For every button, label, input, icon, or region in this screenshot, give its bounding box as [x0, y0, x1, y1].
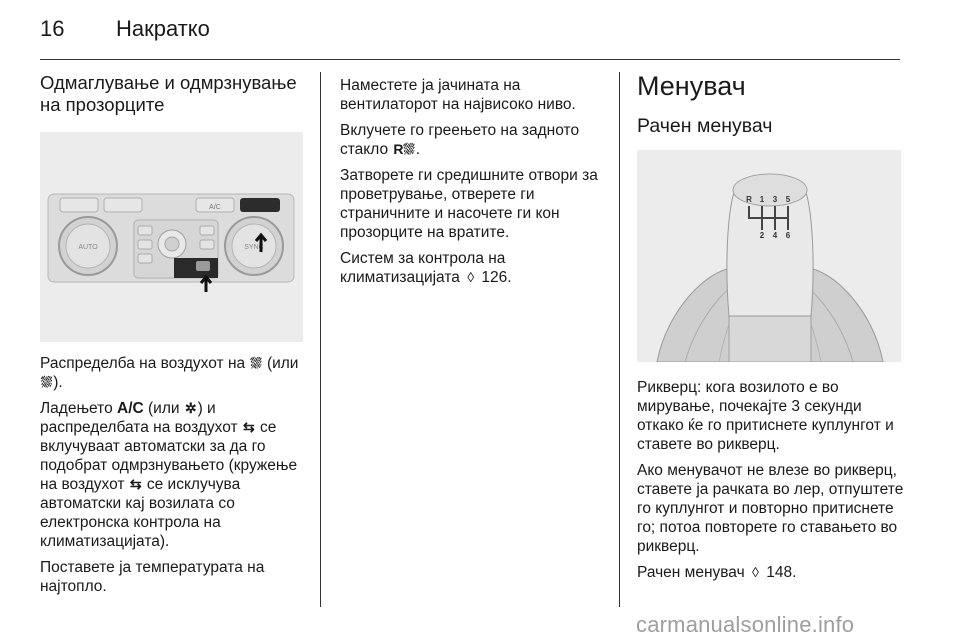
column-ventilation	[340, 70, 602, 294]
snowflake-icon: ✲	[184, 400, 197, 416]
paragraph-air-distribution: Распределба на воздухот на ⛆ (или ⛆).	[40, 355, 299, 391]
page-reference-icon: ◊	[467, 269, 475, 285]
column-divider-2	[619, 72, 620, 607]
gear-label-r: R	[746, 195, 752, 204]
paragraph-rear-heat: Вклучете го греењето на задното стакло R⛆.	[340, 122, 580, 158]
section-title-transmission: Менувач	[637, 71, 746, 101]
gear-label-2: 2	[759, 231, 765, 240]
column-divider-1	[320, 72, 321, 607]
paragraph-climate-ref: Систем за контрола на климатизацијата ◊ 126.	[340, 250, 512, 286]
paragraph-cooling: Ладењето A/C (или ✲) и распределбата на воздухот ⇆ се вклучуваат автоматски за да го подобрат одмрзнувањето (кружење на воздухот ⇆ се исклучува автоматски кај возилата со електронска контрола на климатизацијата).	[40, 400, 298, 550]
column-transmission	[637, 70, 905, 589]
rear-window-heat-icon: R⛆	[393, 141, 415, 157]
page-reference-icon: ◊	[751, 564, 759, 580]
header-rule	[40, 59, 900, 60]
svg-text:A/C: A/C	[209, 204, 221, 211]
gear-label-4: 4	[772, 231, 778, 240]
svg-text:AUTO: AUTO	[78, 244, 98, 251]
svg-text:SYNC: SYNC	[244, 244, 264, 251]
gear-label-1: 1	[759, 195, 765, 204]
page-header	[40, 16, 210, 46]
paragraph-manual-ref: Рачен менувач ◊ 148.	[637, 564, 797, 581]
windshield-icon: ⛆	[250, 355, 262, 371]
column-defrost	[40, 70, 306, 603]
recirculation-icon: ⇆	[129, 476, 142, 492]
paragraph-vents: Затворете ги средишните отвори за проветрување, отверете ги страничните и насочете ги кон прозорците на вратите.	[340, 167, 598, 241]
gear-label-6: 6	[785, 231, 791, 240]
gear-label-3: 3	[772, 195, 778, 204]
subsection-title-manual: Рачен менувач	[637, 115, 773, 137]
gear-label-5: 5	[785, 195, 791, 204]
paragraph-reverse-retry: Ако менувачот не влезе во рикверц, ставете ја рачката во лер, отпуштете го куплунгот и повторно притиснете го; потоа повторете го ставањето во рикверц.	[637, 462, 904, 555]
climate-control-illustration	[40, 132, 303, 342]
paragraph-reverse: Рикверц: кога возилото е во мирување, почекајте 3 секунди откако ќе го притиснете куплунгот и ставете во рикверц.	[637, 379, 894, 453]
page-title: Накратко	[116, 16, 210, 41]
paragraph-fan: Наместете ја јачината на вентилаторот на највисоко ниво.	[340, 77, 576, 113]
watermark: carmanualsonline.info	[636, 612, 855, 637]
section-title-defrost: Одмаглување и одмрзнување на прозорците	[40, 72, 297, 115]
air-distribution-icon: ⛆	[41, 374, 53, 390]
recirculation-icon: ⇆	[242, 419, 255, 435]
gear-knob-illustration	[637, 150, 901, 362]
paragraph-temperature: Поставете ја температурата на најтопло.	[40, 559, 265, 595]
page-number: 16	[40, 16, 65, 41]
